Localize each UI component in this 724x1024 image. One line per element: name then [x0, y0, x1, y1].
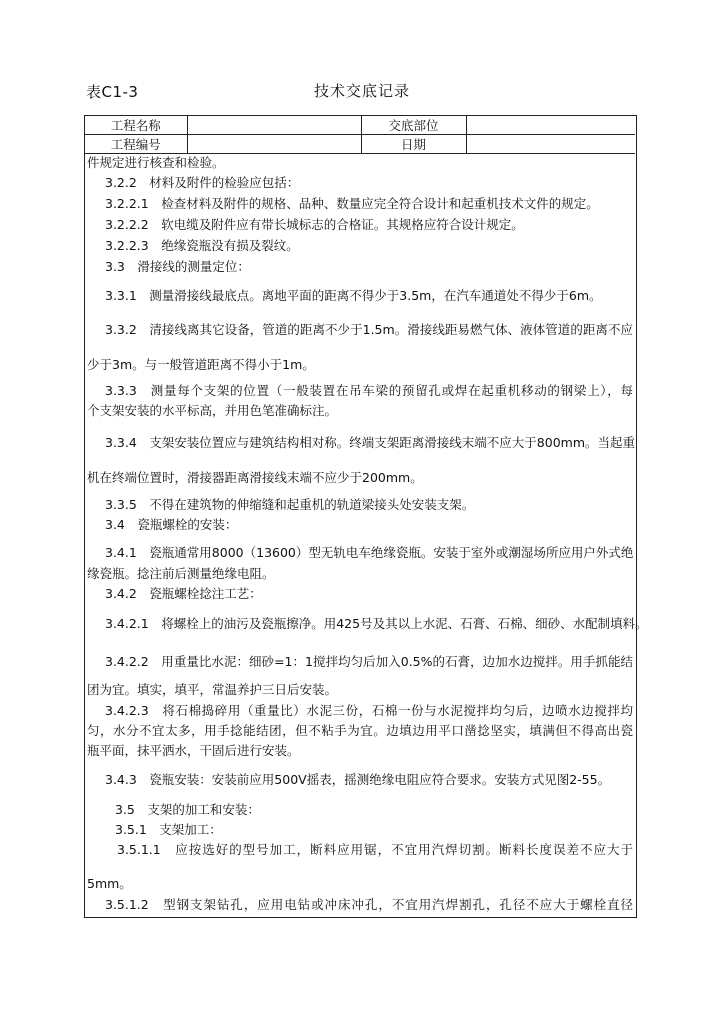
body-line: 3.2.2 材料及附件的检验应包括： — [105, 175, 300, 190]
body-line: 个支架安装的水平标高，并用色笔准确标注。 — [87, 403, 338, 418]
body-line: 缘瓷瓶。捻注前后测量绝缘电阻。 — [87, 566, 275, 581]
handover-part-label: 交底部位 — [361, 116, 466, 135]
form-frame — [84, 115, 648, 918]
handover-part-field[interactable] — [466, 116, 635, 135]
document-title: 技术交底记录 — [313, 82, 410, 100]
info-row-2 — [85, 135, 635, 154]
info-table — [85, 116, 635, 154]
body-line: 3.2.2.2 软电缆及附件应有带长城标志的合格证。其规格应符合设计规定。 — [105, 217, 524, 232]
body-line: 3.3.4 支架安装位置应与建筑结构相对称。终端支架距离滑接线末端不应大于800mm。当起重 — [105, 435, 636, 450]
body-line: 3.4.1 瓷瓶通常用8000（13600）型无轨电车绝缘瓷瓶。安装于室外或潮湿场所应用户外式绝 — [105, 545, 634, 560]
form-code: 表C1-3 — [86, 83, 139, 101]
body-line: 3.4.2.2 用重量比水泥：细砂=1：1搅拌均匀后加入0.5%的石膏，边加水边搅拌。用手抓能结 — [105, 654, 633, 669]
body-line: 3.3.2 清接线离其它设备，管道的距离不少于1.5m。滑接线距易燃气体、液体管道的距离不应 — [105, 322, 633, 337]
body-line: 匀，水分不宜太多，用手捻能结团，但不粘手为宜。边填边用平口凿捻坚实，填满但不得高出瓷 — [87, 723, 633, 738]
body-line: 3.4.2 瓷瓶螺栓捻注工艺： — [105, 586, 262, 601]
info-row-1 — [85, 116, 635, 135]
body-line: 3.5.1.1 应按选好的型号加工，断料应用锯，不宜用汽焊切割。断料长度误差不应大于 — [117, 842, 633, 857]
body-line: 3.4.2.1 将螺栓上的油污及瓷瓶擦净。用425号及其以上水泥、石膏、石棉、细砂、水配制填料。 — [105, 616, 648, 631]
body-line: 件规定进行核查和检验。 — [87, 155, 225, 170]
body-line: 3.3.3 测量每个支架的位置（一般装置在吊车梁的预留孔或焊在起重机移动的钢梁上），每 — [105, 383, 633, 398]
body-line: 3.3 滑接线的测量定位： — [105, 259, 250, 274]
body-line: 机在终端位置时，滑接器距离滑接线末端不应少于200mm。 — [87, 470, 423, 485]
body-line: 3.5 支架的加工和安装： — [115, 802, 260, 817]
body-line: 3.2.2.3 绝缘瓷瓶没有损及裂纹。 — [105, 238, 299, 253]
body-line: 瓶平面，抹平洒水，干固后进行安装。 — [87, 743, 300, 758]
body-line: 3.2.2.1 检查材料及附件的规格、品种、数量应完全符合设计和起重机技术文件的规定。 — [105, 196, 599, 211]
body-line: 3.4 瓷瓶螺栓的安装： — [105, 517, 238, 532]
body-line: 3.3.1 测量滑接线最底点。离地平面的距离不得少于3.5m，在汽车通道处不得少于6m。 — [105, 288, 602, 303]
project-no-label: 工程编号 — [85, 135, 187, 154]
project-name-label: 工程名称 — [85, 116, 187, 135]
body-line: 3.5.1.2 型钢支架钻孔，应用电钻或冲床冲孔，不宜用汽焊割孔，孔径不应大于螺栓直径 — [105, 897, 633, 912]
body-line: 团为宜。填实，填平，常温养护三日后安装。 — [87, 682, 338, 697]
date-field[interactable] — [466, 135, 635, 154]
body-line: 5mm。 — [87, 876, 132, 891]
body-line: 3.4.2.3 将石棉捣碎用（重量比）水泥三份，石棉一份与水泥搅拌均匀后，边喷水边搅拌均 — [105, 703, 633, 718]
body-line: 3.3.5 不得在建筑物的伸缩缝和起重机的轨道梁接头处安装支架。 — [105, 497, 475, 512]
project-name-field[interactable] — [187, 116, 361, 135]
body-line: 3.5.1 支架加工： — [115, 822, 222, 837]
body-line: 3.4.3 瓷瓶安装：安装前应用500V摇表，摇测绝缘电阻应符合要求。安装方式见图2-55。 — [105, 772, 611, 787]
body-line: 少于3m。与一般管道距离不得小于1m。 — [87, 357, 315, 372]
date-label: 日期 — [361, 135, 466, 154]
project-no-field[interactable] — [187, 135, 361, 154]
